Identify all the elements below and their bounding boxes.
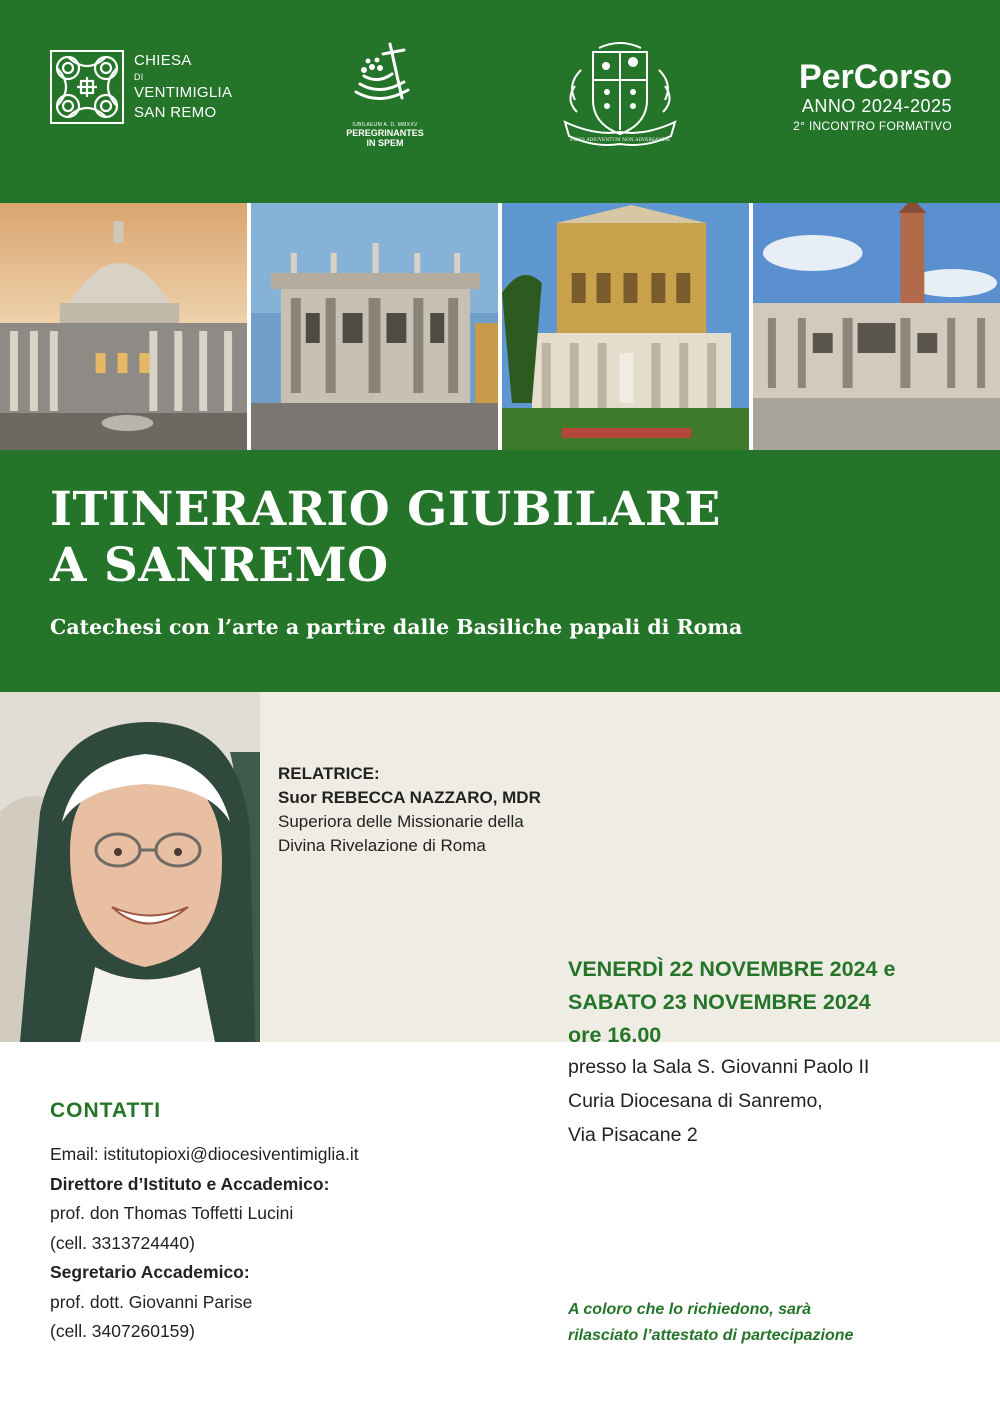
speaker-info [278,762,541,858]
speaker-desc-line2: Divina Rivelazione di Roma [278,836,486,855]
percorso-block [793,58,952,134]
chiesa-line3: VENTIMIGLIA [134,84,233,101]
event-date1: VENERDÌ 22 NOVEMBRE 2024 e [568,957,896,981]
main-title-line1: ITINERARIO GIUBILARE [50,482,721,537]
event-time: ore 16.00 [568,1023,662,1047]
speaker-role: RELATRICE: [278,764,380,783]
event-venue [568,1050,869,1152]
percorso-meeting: 2° INCONTRO FORMATIVO [793,119,952,133]
main-title-line2: A SANREMO [50,538,389,593]
jubilee-name-line1: PEREGRINANTES [346,128,424,138]
contacts-title: CONTATTI [50,1099,162,1122]
coat-motto: FIDES ADIUVENTUM NON ADVERSANTIS [570,138,670,143]
note-line1: A coloro che lo richiedono, sarà [568,1301,812,1318]
event-date2: SABATO 23 NOVEMBRE 2024 [568,990,871,1014]
contact-email[interactable]: Email: istitutopioxi@diocesiventimiglia.it [50,1144,359,1164]
speaker-desc-line1: Superiora delle Missionarie della [278,812,524,831]
jubilee-cross-boat-icon [350,40,420,115]
contacts-block [50,1140,359,1347]
jubilee-logo [340,40,430,148]
director-label: Direttore d’Istituto e Accademico: [50,1173,330,1194]
subtitle: Catechesi con l’arte a partire dalle Basiliche papali di Roma [50,615,743,639]
chiesa-logo [50,50,232,124]
venue-line3: Via Pisacane 2 [568,1124,698,1146]
coat-of-arms-icon [555,40,685,150]
basilica-photos [0,203,1000,450]
celtic-knot-icon [50,50,124,124]
photo-st-john-lateran [251,203,498,450]
director-phone: (cell. 3313724440) [50,1232,195,1253]
photo-st-peter [0,203,247,450]
speaker-portrait [0,692,260,1042]
secretary-label: Segretario Accademico: [50,1262,250,1282]
event-dates [568,953,895,1052]
secretary-phone: (cell. 3407260159) [50,1321,195,1341]
venue-line2: Curia Diocesana di Sanremo, [568,1090,823,1112]
jubilee-tag: IUBILAEUM A. D. MMXXV [352,122,418,128]
percorso-title: PerCorso [798,58,952,96]
secretary-name: prof. dott. Giovanni Parise [50,1291,253,1312]
chiesa-line2: DI [134,72,144,82]
jubilee-name-line2: IN SPEM [366,138,404,148]
chiesa-line4: SAN REMO [134,104,217,121]
venue-line1: presso la Sala S. Giovanni Paolo II [568,1056,870,1078]
main-title [50,482,721,594]
photo-st-paul [502,203,749,450]
photo-st-mary-major [753,203,1000,450]
speaker-name: Suor REBECCA NAZZARO, MDR [278,788,541,807]
note-line2: rilasciato l’attestato di partecipazione [568,1327,854,1344]
chiesa-line1: CHIESA [134,52,192,69]
percorso-year: ANNO 2024-2025 [801,96,952,116]
director-name: prof. don Thomas Toffetti Lucini [50,1203,294,1223]
chiesa-name [134,51,232,123]
attendance-note [568,1297,853,1349]
